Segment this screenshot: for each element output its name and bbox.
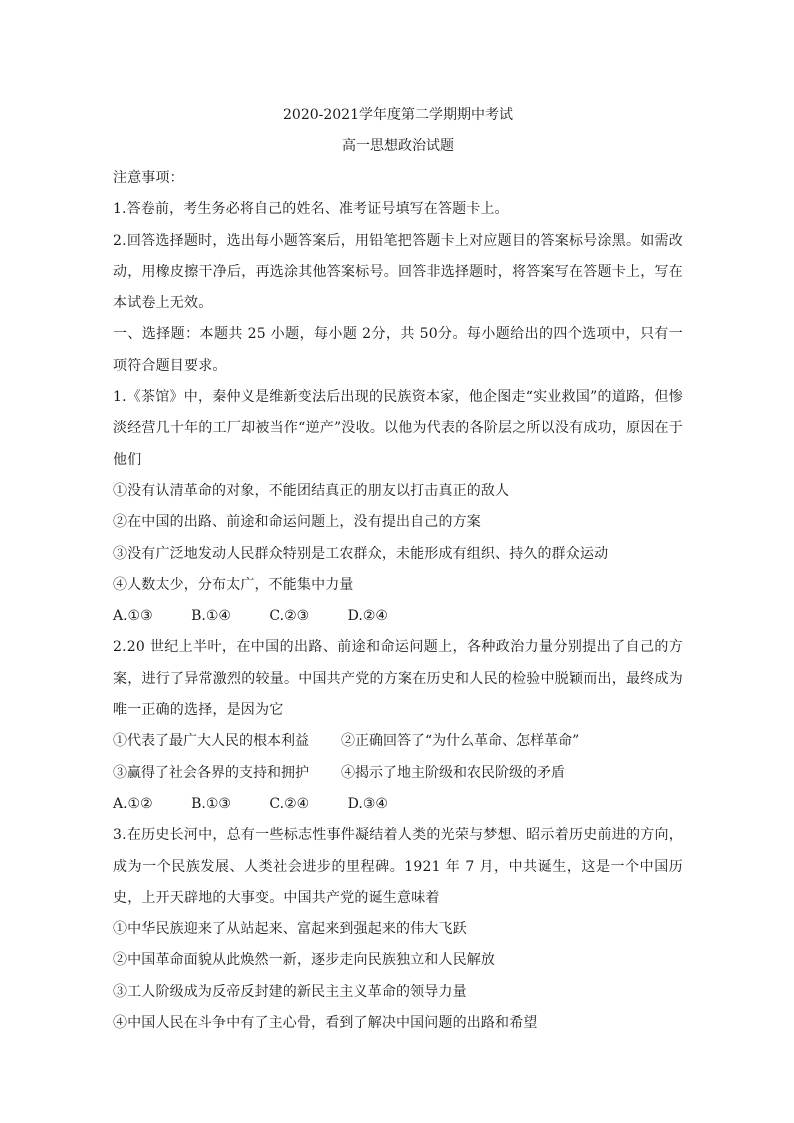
exam-content: [113, 103, 683, 1039]
question-3-stem: 3.在历史长河中，总有一些标志性事件凝结着人类的光荣与梦想、昭示着历史前进的方向，成为一个民族发展、人类社会进步的里程碑。1921 年 7 月，中共诞生，这是一个中国历史，上开天辟地的大事变。中国共产党的诞生意味着: [113, 827, 683, 906]
question-2-option-a: A.①②: [113, 795, 153, 812]
question-3-statement-4: ④中国人民在斗争中有了主心骨，看到了解决中国问题的出路和希望: [113, 1015, 538, 1032]
notes-item-2: 2.回答选择题时，选出每小题答案后，用铅笔把答题卡上对应题目的答案标号涂黑。如需改动，用橡皮擦干净后，再选涂其他答案标号。回答非选择题时，将答案写在答题卡上，写在本试卷上无效。: [113, 232, 683, 312]
question-2-statements-row-1: [113, 726, 683, 757]
question-1-option-c: C.②③: [269, 608, 310, 625]
question-3-statement-3: ③工人阶级成为反帝反封建的新民主主义革命的领导力量: [113, 983, 467, 1000]
question-2-option-d: D.③④: [347, 795, 388, 812]
question-1-statement-4: ④人数太少，分布太广，不能集中力量: [113, 576, 354, 593]
section-1-instruction: 一、选择题：本题共 25 小题，每小题 2分，共 50分。每小题给出的四个选项中，只有一项符合题目要求。: [113, 326, 683, 374]
question-2-statements-row-2: [113, 758, 683, 789]
question-1-statement-1: ①没有认清革命的对象，不能团结真正的朋友以打击真正的敌人: [113, 482, 510, 499]
question-1-option-a: A.①③: [113, 608, 153, 625]
question-2-stem: 2.20 世纪上半叶，在中国的出路、前途和命运问题上，各种政治力量分别提出了自己的方案，进行了异常激烈的较量。中国共产党的方案在历史和人民的检验中脱颖而出，最终成为唯一正确的选择，是因为它: [113, 639, 683, 719]
question-1-option-d: D.②④: [347, 608, 388, 625]
question-2-option-c: C.②④: [269, 795, 310, 812]
question-1-options: [113, 601, 683, 632]
question-2-statement-1: ①代表了最广大人民的根本利益: [113, 733, 309, 750]
question-2-options: [113, 789, 683, 820]
question-2-statement-2: ②正确回答了“为什么革命、怎样革命”: [341, 733, 580, 750]
question-1-statement-3: ③没有广泛地发动人民群众特别是工农群众，未能形成有组织、持久的群众运动: [113, 545, 609, 562]
question-1-option-b: B.①④: [191, 608, 231, 625]
question-3-statement-1: ①中华民族迎来了从站起来、富起来到强起来的伟大飞跃: [113, 921, 467, 938]
question-1-statement-2: ②在中国的出路、前途和命运问题上，没有提出自己的方案: [113, 514, 481, 531]
notes-heading: 注意事项：: [113, 170, 184, 186]
notes-item-1: 1.答卷前，考生务必将自己的姓名、准考证号填写在答题卡上。: [113, 201, 509, 218]
question-3-statement-2: ②中国革命面貌从此焕然一新，逐步走向民族独立和人民解放: [113, 952, 496, 969]
question-2-option-b: B.①③: [191, 795, 231, 812]
subject-title: 高一思想政治试题: [342, 138, 454, 154]
question-1-stem: 1.《茶馆》中，秦仲义是维新变法后出现的民族资本家，他企图走“实业救国”的道路，但惨淡经营几十年的工厂却被当作“逆产”没收。以他为代表的各阶层之所以没有成功，原因在于他们: [113, 389, 683, 468]
question-2-statement-4: ④揭示了地主阶级和农民阶级的矛盾: [341, 764, 565, 781]
question-2-statement-3: ③赢得了社会各界的支持和拥护: [113, 764, 309, 781]
exam-title: 2020-2021学年度第二学期期中考试: [283, 107, 513, 123]
